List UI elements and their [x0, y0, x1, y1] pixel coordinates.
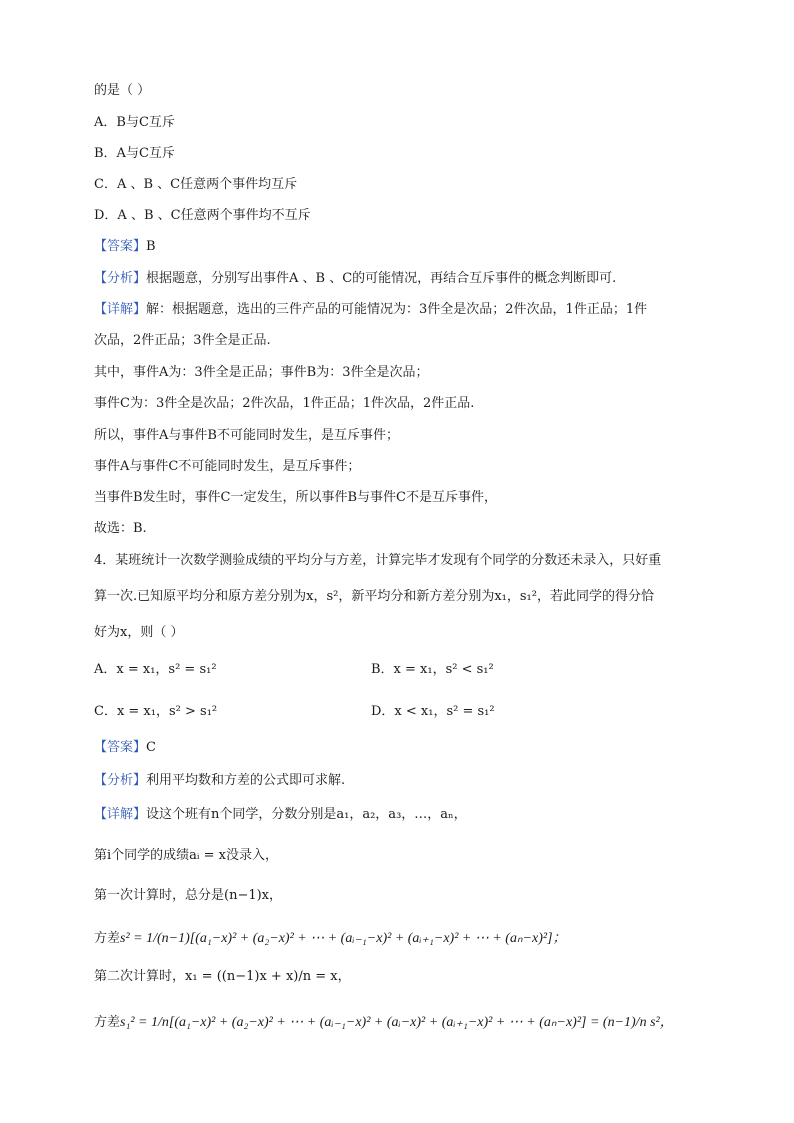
q3-option-d: D．A 、B 、C任意两个事件均不互斥	[94, 208, 311, 223]
q3-answer-row	[94, 238, 156, 256]
detail-tag: 【详解】	[94, 302, 147, 317]
variance-formula-1: s² = 1/(n−1)[(a₁−x)² + (a₂−x)² + ⋯ + (aᵢ₋₁−x)² + (aᵢ₊₁−x)² + ⋯ + (aₙ−x)²]；	[120, 931, 567, 946]
q3-detail-3: 其中，事件A为：3件全是正品；事件B为：3件全是次品；	[94, 365, 429, 380]
analysis-tag: 【分析】	[94, 773, 147, 788]
q3-detail-5: 所以，事件A与事件B不可能同时发生，是互斥事件；	[94, 428, 399, 443]
q4-stem-1: 4．某班统计一次数学测验成绩的平均分与方差，计算完毕才发现有个同学的分数还未录入，只好重	[94, 553, 662, 568]
q4-stem-3: 好为x，则（ ）	[94, 625, 184, 640]
variance-label: 方差	[94, 1015, 121, 1030]
q4-option-a: A．x = x₁，s² = s₁²	[94, 662, 217, 677]
q3-option-c: C．A 、B 、C任意两个事件均互斥	[94, 177, 298, 192]
q3-detail-7: 当事件B发生时，事件C一定发生，所以事件B与事件C不是互斥事件，	[94, 490, 498, 505]
analysis-tag: 【分析】	[94, 271, 147, 286]
q4-answer: C	[146, 740, 156, 755]
q3-option-b: B．A与C互斥	[94, 146, 175, 161]
q4-option-d: D．x < x₁，s² = s₁²	[371, 704, 495, 719]
q4-stem-2: 算一次.已知原平均分和原方差分别为x，s²，新平均分和新方差分别为x₁，s₁²，若此同学的得分恰	[94, 589, 654, 604]
q4-option-b: B．x = x₁，s² < s₁²	[371, 662, 494, 677]
q3-detail-6: 事件A与事件C不可能同时发生，是互斥事件；	[94, 459, 361, 474]
q4-detail-4: 第二次计算时，x₁ = ((n−1)x + x)/n = x，	[94, 969, 351, 984]
q4-answer-row	[94, 739, 156, 757]
q4-analysis-row	[94, 772, 345, 790]
q3-answer: B	[146, 239, 156, 254]
q4-option-c: C．x = x₁，s² > s₁²	[94, 704, 218, 719]
q4-detail-2: 第i个同学的成绩aᵢ = x没录入，	[94, 848, 279, 863]
q4-detail-row-1	[94, 806, 467, 824]
q3-analysis-row	[94, 270, 616, 288]
q3-detail-8: 故选：B.	[94, 521, 147, 536]
q3-option-a: A．B与C互斥	[94, 115, 175, 130]
q4-detail-1: 设这个班有n个同学，分数分别是a₁，a₂，a₃，…，aₙ，	[146, 807, 467, 822]
q4-analysis: 利用平均数和方差的公式即可求解.	[146, 773, 346, 788]
q3-stem-tail: 的是（ ）	[94, 83, 151, 98]
variance-label: 方差	[94, 931, 121, 946]
detail-tag: 【详解】	[94, 807, 147, 822]
q4-variance-2-row	[94, 1014, 674, 1032]
q3-analysis: 根据题意，分别写出事件A 、B 、C的可能情况，再结合互斥事件的概念判断即可.	[146, 271, 617, 286]
answer-tag: 【答案】	[94, 239, 147, 254]
q4-detail-3: 第一次计算时，总分是(n−1)x，	[94, 888, 283, 903]
q3-detail-2: 次品，2件正品；3件全是正品.	[94, 333, 271, 348]
q3-detail-4: 事件C为：3件全是次品；2件次品，1件正品；1件次品，2件正品.	[94, 396, 475, 411]
answer-tag: 【答案】	[94, 740, 147, 755]
q3-detail-row-1	[94, 301, 647, 319]
variance-formula-2: s₁² = 1/n[(a₁−x)² + (a₂−x)² + ⋯ + (aᵢ₋₁−x)² + (aᵢ−x)² + (aᵢ₊₁−x)² + ⋯ + (aₙ−x)²] = (n−1)/n s²，	[120, 1015, 674, 1030]
q3-detail-1: 解：根据题意，选出的三件产品的可能情况为：3件全是次品；2件次品，1件正品；1件	[146, 302, 648, 317]
q4-variance-1-row	[94, 930, 567, 948]
